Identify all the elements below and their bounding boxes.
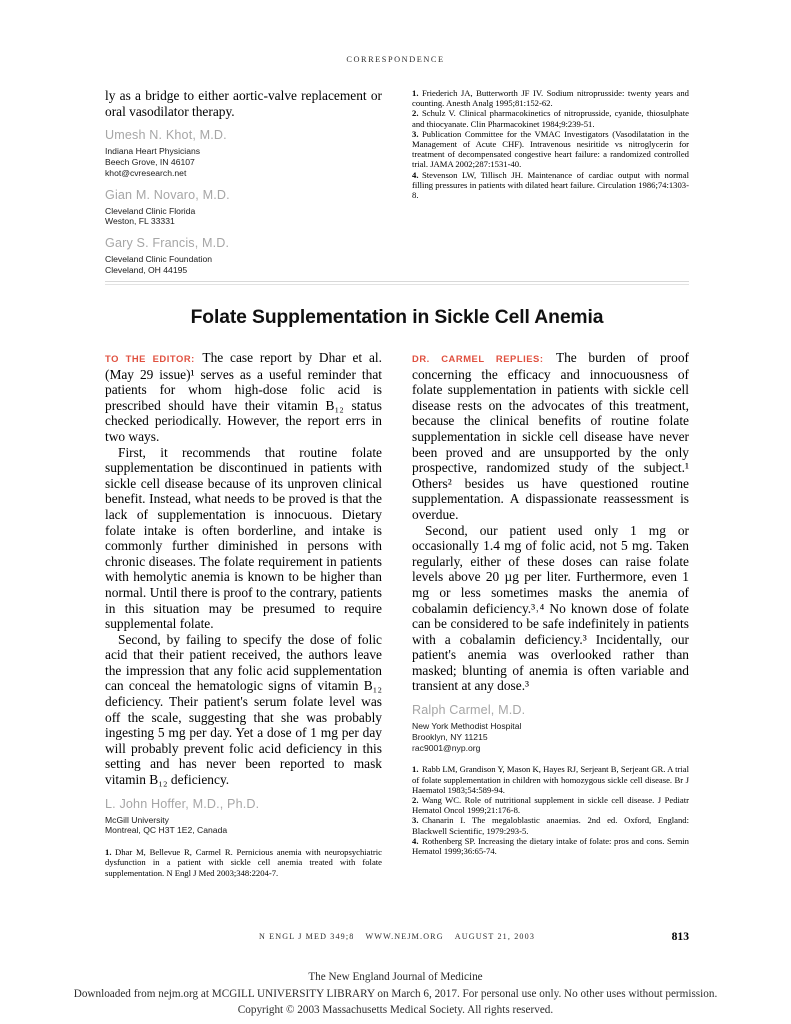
reference-list — [412, 88, 689, 200]
page-number: 813 — [671, 930, 689, 943]
reference-number: 3. — [412, 815, 419, 826]
stamp-download-notice: Downloaded from nejm.org at MCGILL UNIVERSITY LIBRARY on March 6, 2017. For personal use only. No other uses without permission. — [73, 987, 718, 1000]
reference-number: 4. — [412, 835, 419, 846]
reference-number: 4. — [412, 169, 419, 180]
to-the-editor-kicker: TO THE EDITOR: — [105, 353, 195, 364]
affiliation-line: Beech Grove, IN 46107 — [105, 156, 195, 167]
top-correspondence-block — [105, 88, 689, 276]
reference-item — [412, 795, 689, 815]
reference-list — [105, 847, 382, 878]
download-stamp — [0, 969, 791, 1019]
reference-text: Stevenson LW, Tillisch JH. Maintenance of cardiac output with normal filling pressures in patients with dilated heart failure. Circulation 1986;74:1303-8. — [412, 169, 689, 201]
reference-number: 1. — [105, 847, 112, 858]
paragraph-text: The case report by Dhar et al. (May 29 issue)¹ serves as a useful reminder that patients for whom high-dose folic acid is prescribed should have their vitamin B₁₂ status checked periodically. However, the report errs in two ways. — [105, 350, 382, 444]
reference-number: 1. — [412, 88, 419, 98]
reply-paragraph: Second, our patient used only 1 mg or occasionally 1.4 mg of folic acid, not 5 mg. Taken regularly, either of these doses can raise folate levels above 20 µg per liter. Furthermore, even 1 mg or less sometimes masks the anemia of cobalamin deficiency.³˒⁴ No known dose of folate can be considered to be safe indefinitely in patients with a cobalamin deficiency.³ Incidentally, our patient's anemia was overlooked rather than masked; blunting of anemia is often variable and transient at any dose.³ — [412, 522, 689, 694]
author-affiliation — [105, 206, 382, 228]
author-entry — [105, 236, 382, 276]
author-email[interactable]: rac9001@nyp.org — [412, 742, 481, 753]
author-name: Gian M. Novaro, M.D. — [105, 187, 230, 202]
reference-item — [412, 108, 689, 128]
affiliation-line: Cleveland, OH 44195 — [105, 264, 188, 275]
affiliation-line: Brooklyn, NY 11215 — [412, 731, 488, 742]
author-affiliation — [105, 254, 382, 276]
folio-date: AUGUST 21, 2003 — [454, 932, 536, 941]
author-entry — [105, 128, 382, 178]
reference-text: Dhar M, Bellevue R, Carmel R. Pernicious anemia with neuropsychiatric dysfunction in a patient with sickle cell anemia treated with folate supplementation. N Engl J Med 2003;348:2204-7. — [105, 847, 382, 878]
reference-item — [105, 847, 382, 878]
reply-column — [412, 350, 689, 878]
reference-item — [412, 836, 689, 856]
dr-replies-kicker: DR. CARMEL REPLIES: — [412, 353, 544, 364]
letter-paragraph: First, it recommends that routine folate supplementation be discontinued in patients with sickle cell disease because of its unproven clinical benefit. Instead, what needs to be proved is that the lack of supplementation is innocuous. Dietary folate intake is often borderline, and intake is commonly further diminished in persons with chronic diseases. The folate requirement in patients with hemolytic anemia is known to be higher than normal. Until there is proof to the contrary, patients in this situation may be presumed to require supplemental folate. — [105, 444, 382, 632]
affiliation-line: Cleveland Clinic Foundation — [105, 254, 213, 265]
reference-list — [412, 764, 689, 856]
affiliation-line: Indiana Heart Physicians — [105, 146, 201, 157]
paragraph-text: The burden of proof concerning the efficacy and innocuousness of folate supplementation in patients with sickle cell disease rests on the advocates of this treatment, because the clinical benefits of routine folate supplementation in sickle cell disease have never been proved and are unsupported by the only prospective, randomized study of the subject.¹ Others² besides us have questioned routine supplementation. A dispassionate reassessment is overdue. — [412, 350, 689, 522]
reference-text: Rabb LM, Grandison Y, Mason K, Hayes RJ, Serjeant B, Serjeant GR. A trial of folate supplementation in children with homozygous sickle cell disease. Br J Haematol 1983;54:589-94. — [412, 764, 689, 795]
reference-number: 2. — [412, 108, 419, 119]
top-left-column — [105, 88, 382, 276]
author-affiliation — [412, 721, 689, 753]
reference-item — [412, 170, 689, 201]
affiliation-line: New York Methodist Hospital — [412, 721, 522, 732]
reference-item — [412, 764, 689, 795]
letter-first-paragraph — [105, 350, 382, 445]
divider-rule-top — [105, 281, 689, 282]
folio-center — [105, 932, 689, 941]
reference-number: 1. — [412, 764, 419, 775]
top-right-column — [412, 88, 689, 276]
reference-text: Chanarin I. The megaloblastic anaemias. 2nd ed. Oxford, England: Blackwell Scientific, 1979:293-5. — [412, 815, 689, 836]
author-affiliation — [105, 815, 382, 837]
section-divider — [105, 281, 689, 285]
letter-paragraph: Second, by failing to specify the dose of folic acid that their patient received, the authors leave the impression that any folic acid supplementation can conceal the hematologic signs of vitamin B₁₂ deficiency. Their patient's serum folate level was off the scale, suggesting that she was probably ingesting 5 mg per day. Yet a dose of 1 mg per day will probably prevent folic acid deficiency in this setting and has never been reported to mask vitamin B₁₂ deficiency. — [105, 631, 382, 788]
article-body-block — [105, 350, 689, 878]
author-entry — [412, 703, 689, 753]
folio-website: WWW.NEJM.ORG — [365, 932, 444, 941]
author-entry — [105, 797, 382, 837]
author-name: L. John Hoffer, M.D., Ph.D. — [105, 796, 260, 811]
folio-journal: N ENGL J MED 349;8 — [258, 932, 355, 941]
author-affiliation — [105, 146, 382, 178]
author-name: Ralph Carmel, M.D. — [412, 703, 526, 718]
affiliation-line: Cleveland Clinic Florida — [105, 205, 196, 216]
author-name: Gary S. Francis, M.D. — [105, 236, 230, 251]
affiliation-line: Montreal, QC H3T 1E2, Canada — [105, 825, 228, 836]
reference-item — [412, 129, 689, 170]
reference-text: Schulz V. Clinical pharmacokinetics of nitroprusside, cyanide, thiosulphate and thiocyanate. Clin Pharmacokinet 1984;9:239-51. — [412, 108, 689, 129]
author-email[interactable]: khot@cvresearch.net — [105, 167, 187, 178]
reference-text: Rothenberg SP. Increasing the dietary intake of folate: pros and cons. Semin Hematol 1999;36:65-74. — [412, 835, 689, 857]
author-entry — [105, 188, 382, 228]
reference-text: Publication Committee for the VMAC Investigators (Vasodilatation in the Management of Acute CHF). Intravenous nesiritide vs nitroglycerin for treatment of decompensated congestive heart failure: a randomized controlled trial. JAMA 2002;287:1531-40. — [412, 128, 689, 170]
letter-column — [105, 350, 382, 878]
affiliation-line: Weston, FL 33331 — [105, 216, 175, 227]
divider-rule-bottom — [105, 284, 689, 285]
continued-paragraph: ly as a bridge to either aortic-valve replacement or oral vasodilator therapy. — [105, 88, 382, 119]
affiliation-line: McGill University — [105, 814, 169, 825]
running-head: CORRESPONDENCE — [346, 55, 445, 64]
stamp-journal-name: The New England Journal of Medicine — [308, 971, 483, 983]
reply-first-paragraph — [412, 350, 689, 523]
reference-item — [412, 88, 689, 108]
reference-text: Friederich JA, Butterworth JF IV. Sodium nitroprusside: twenty years and counting. Anesth Analg 1995;81:152-62. — [412, 88, 689, 109]
author-name: Umesh N. Khot, M.D. — [105, 128, 227, 143]
reference-text: Wang WC. Role of nutritional supplement in sickle cell disease. J Pediatr Hematol Oncol 1999;21:176-8. — [412, 795, 689, 816]
stamp-copyright: Copyright © 2003 Massachusetts Medical Society. All rights reserved. — [237, 1004, 554, 1017]
reference-item — [412, 815, 689, 835]
reference-number: 3. — [412, 128, 419, 139]
article-title: Folate Supplementation in Sickle Cell Anemia — [190, 307, 604, 328]
reference-number: 2. — [412, 795, 419, 806]
